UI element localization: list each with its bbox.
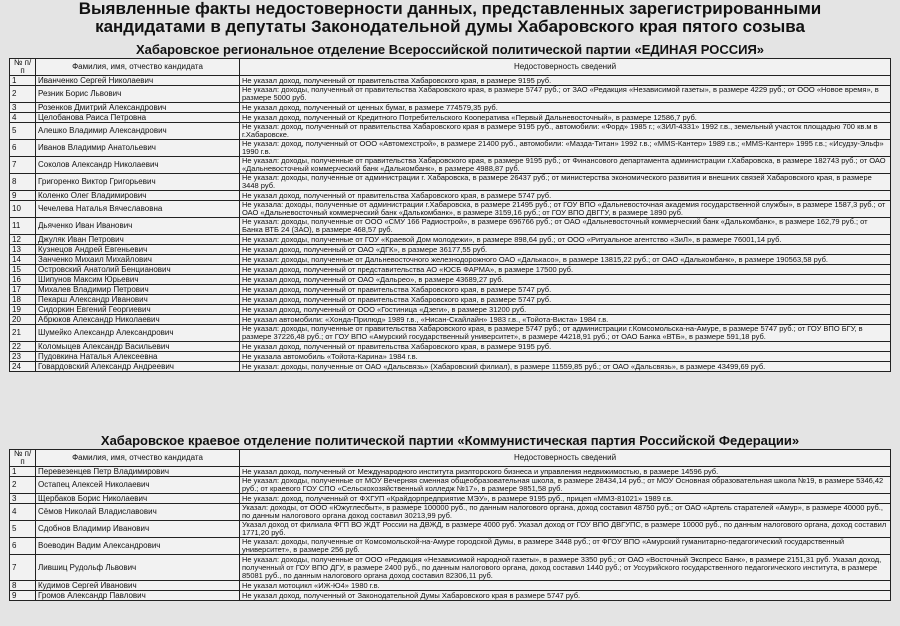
table-row: [10, 538, 891, 555]
row-number: 24: [10, 362, 36, 372]
table-row: [10, 285, 891, 295]
data-discrepancy: Не указал мотоцикл «ИЖ-Ю4» 1980 г.в.: [240, 581, 891, 591]
table-header-row: [10, 450, 891, 467]
candidate-name: Целобанова Раиса Петровна: [36, 113, 240, 123]
candidate-name: Сёмов Николай Владиславович: [36, 504, 240, 521]
candidate-name: Щербаков Борис Николаевич: [36, 494, 240, 504]
row-number: 8: [10, 174, 36, 191]
table-row: [10, 174, 891, 191]
data-discrepancy: Не указал доход, полученный от ОАО «ДГК», в размере 36177,55 руб.: [240, 245, 891, 255]
table-row: [10, 245, 891, 255]
data-discrepancy: Не указал доход, полученный от Кредитного Потребительского Кооператива «Первый Дальневосточный», в размере 12586,7 руб.: [240, 113, 891, 123]
data-discrepancy: Указал доход от филиала ФГП ВО ЖДТ России на ДВЖД, в размере 4000 руб. Указал доход от ГОУ ВПО ДВГУПС, в размере 10000 руб., по данным налогового органа, доход составил 1771,20 руб.: [240, 521, 891, 538]
row-number: 10: [10, 201, 36, 218]
candidate-name: Сдобнов Владимир Иванович: [36, 521, 240, 538]
table-row: [10, 352, 891, 362]
header-name: Фамилия, имя, отчество кандидата: [36, 59, 240, 76]
data-discrepancy: Не указал доход, полученный от Законодательной Думы Хабаровского края в размере 5747 руб.: [240, 591, 891, 601]
table-row: [10, 191, 891, 201]
table-row: [10, 467, 891, 477]
candidate-name: Сидоркин Евгений Георгиевич: [36, 305, 240, 315]
header-info: Недостоверность сведений: [240, 59, 891, 76]
header-num: № п/п: [10, 59, 36, 76]
candidate-name: Пекарш Александр Иванович: [36, 295, 240, 305]
section-heading-kprf: Хабаровское краевое отделение политической партии «Коммунистическая партия Российской Федерации»: [100, 433, 800, 448]
table-row: [10, 521, 891, 538]
table-header-row: [10, 59, 891, 76]
row-number: 3: [10, 494, 36, 504]
candidate-name: Шипунов Максим Юрьевич: [36, 275, 240, 285]
table-row: [10, 140, 891, 157]
data-discrepancy: Не указал доход, полученный от ОАО «Дальрео», в размере 43689,27 руб.: [240, 275, 891, 285]
data-discrepancy: Не указал: доходы, полученные от Комсомольской-на-Амуре городской Думы, в размере 3448 руб.; от ФГОУ ВПО «Амурский гуманитарно-педагогический государственный университет», в размере 256 руб.: [240, 538, 891, 555]
row-number: 9: [10, 191, 36, 201]
row-number: 17: [10, 285, 36, 295]
table-row: [10, 504, 891, 521]
header-name: Фамилия, имя, отчество кандидата: [36, 450, 240, 467]
candidate-name: Иванов Владимир Анатольевич: [36, 140, 240, 157]
candidates-table-kprf: [9, 449, 891, 601]
candidate-name: Шумейко Александр Александрович: [36, 325, 240, 342]
row-number: 14: [10, 255, 36, 265]
row-number: 2: [10, 86, 36, 103]
row-number: 20: [10, 315, 36, 325]
candidate-name: Соколов Александр Николаевич: [36, 157, 240, 174]
candidate-name: Пудовкина Наталья Алексеевна: [36, 352, 240, 362]
table-row: [10, 123, 891, 140]
candidate-name: Кузнецов Андрей Евгеньевич: [36, 245, 240, 255]
data-discrepancy: Не указал доход, полученный от ООО «Гостиница «Дзеги», в размере 31200 руб.: [240, 305, 891, 315]
data-discrepancy: Не указал автомобили: «Хонда-Прилюд» 1989 г.в., «Нисан-Скайлайн» 1983 г.в., «Тойота-Виста» 1984 г.в.: [240, 315, 891, 325]
table-row: [10, 265, 891, 275]
table-row: [10, 591, 891, 601]
table-row: [10, 342, 891, 352]
data-discrepancy: Не указал: доходы, полученный от правительства Хабаровского края, в размере 5747 руб.; от ЗАО «Редакция «Независимой газеты», в размере 4229 руб.; от ООО «Новое время», в размере 5000 руб.: [240, 86, 891, 103]
row-number: 7: [10, 157, 36, 174]
row-number: 6: [10, 538, 36, 555]
data-discrepancy: Не указал: доходы, полученные от правительства Хабаровского края, в размере 5747 руб.; от администрации г.Комсомольска-на-Амуре, в размере 5747 руб.; от ГОУ ВПО БГУ, в размере 37226,48 руб.; от ГОУ ВПО «Амурский государственный университет», в размере 44218,91 руб.; от ОАО Банка «ВТБ», в размере 591,18 руб.: [240, 325, 891, 342]
title-line-1: Выявленные факты недостоверности данных, представленных зарегистрированными: [78, 0, 822, 18]
table-row: [10, 113, 891, 123]
table-row: [10, 235, 891, 245]
candidate-name: Громов Александр Павлович: [36, 591, 240, 601]
data-discrepancy: Не указал: доход, полученный от ФХГУП «Крайдорпредприятие МЭУ», в размере 9195 руб., прицеп «ММЗ-81021» 1989 г.в.: [240, 494, 891, 504]
title-line-2: кандидатами в депутаты Законодательной думы Хабаровского края пятого созыва: [95, 17, 805, 36]
data-discrepancy: Не указал: доходы, полученные от Дальневосточного железнодорожного ОАО «Далькасо», в размере 13815,22 руб.; от ОАО «Далькомбанк», в размере 190563,58 руб.: [240, 255, 891, 265]
data-discrepancy: Не указал доход, полученный от Международного института риэлторского бизнеса и управления недвижимостью, в размере 14596 руб.: [240, 467, 891, 477]
row-number: 7: [10, 555, 36, 581]
row-number: 19: [10, 305, 36, 315]
row-number: 22: [10, 342, 36, 352]
row-number: 1: [10, 76, 36, 86]
candidate-name: Алешко Владимир Александрович: [36, 123, 240, 140]
data-discrepancy: Не указал: доходы, полученные от ООО «СМУ 166 Радиострой», в размере 696766 руб.; от ОАО «Дальневосточный коммерческий банк «Далькомбанк», в размере 162,79 руб.; от Банка ВТБ 24 (ЗАО), в размере 468,57 руб.: [240, 218, 891, 235]
row-number: 4: [10, 113, 36, 123]
candidate-name: Остапец Алексей Николаевич: [36, 477, 240, 494]
candidate-name: Коломыцев Александр Васильевич: [36, 342, 240, 352]
table-row: [10, 477, 891, 494]
candidate-name: Григоренко Виктор Григорьевич: [36, 174, 240, 191]
table-row: [10, 494, 891, 504]
candidate-name: Абрюков Александр Николаевич: [36, 315, 240, 325]
data-discrepancy: Не указал: доходы, полученные от ООО «Редакция «Независимой народной газеты», в размере 3350 руб.; от ОАО «Восточный Экспресс Банк», в размере 2151,31 руб. Указал доход, полученный от ГОУ ВПО ДГУ, в размере 2400 руб., по данным налогового органа, доход составил 1440 руб.; от Уссурийского государственного педагогического института, в размере 85081 руб., по данным налогового органа доход составил 82306,11 руб.: [240, 555, 891, 581]
data-discrepancy: Не указал: доходы, полученные от ОАО «Дальсвязь» (Хабаровский филиал), в размере 11559,85 руб.; от ОАО «Дальсвязь», в размере 43499,69 руб.: [240, 362, 891, 372]
candidate-name: Островский Анатолий Бенцианович: [36, 265, 240, 275]
candidate-name: Розенков Дмитрий Александрович: [36, 103, 240, 113]
row-number: 4: [10, 504, 36, 521]
data-discrepancy: Не указала: доходы, полученные от администрации г.Хабаровска, в размере 21495 руб.; от ГОУ ВПО «Дальневосточная академия государственной службы», в размере 1587,3 руб.; от ОАО «Дальневосточный коммерческий банк «Далькомбанк», в размере 3159,16 руб.; от ГОУ ВПО ДВГГУ, в размере 1890 руб.: [240, 201, 891, 218]
candidate-name: Коленко Олег Владимирович: [36, 191, 240, 201]
row-number: 11: [10, 218, 36, 235]
candidate-name: Лившиц Рудольф Львович: [36, 555, 240, 581]
table-row: [10, 157, 891, 174]
section-heading-united-russia: Хабаровское региональное отделение Всероссийской политической партии «ЕДИНАЯ РОССИЯ»: [135, 42, 765, 57]
candidate-name: Джуляк Иван Петрович: [36, 235, 240, 245]
candidate-name: Говардовский Александр Андреевич: [36, 362, 240, 372]
data-discrepancy: Не указал: доходы, полученные от правительства Хабаровского края, в размере 9195 руб.; от Финансового департамента администрации г.Хабаровска, в размере 182743 руб.; от ОАО «Дальневосточный коммерческий банк «Далькомбанк», в размере 4988,87 руб.: [240, 157, 891, 174]
row-number: 15: [10, 265, 36, 275]
table-row: [10, 103, 891, 113]
candidate-name: Резник Борис Львович: [36, 86, 240, 103]
candidate-name: Кудимов Сергей Иванович: [36, 581, 240, 591]
row-number: 12: [10, 235, 36, 245]
candidate-name: Иванченко Сергей Николаевич: [36, 76, 240, 86]
row-number: 23: [10, 352, 36, 362]
table-row: [10, 255, 891, 265]
candidate-name: Дьяченко Иван Иванович: [36, 218, 240, 235]
row-number: 5: [10, 123, 36, 140]
candidate-name: Чечелева Наталья Вячеславовна: [36, 201, 240, 218]
data-discrepancy: Не указал доход, полученный от правительства Хабаровского края, в размере 9195 руб.: [240, 342, 891, 352]
data-discrepancy: Не указал доход, полученный от правительства Хабаровского края, в размере 5747 руб.: [240, 285, 891, 295]
table-row: [10, 362, 891, 372]
data-discrepancy: Указал: доходы, от ООО «Южуглесбыт», в размере 100000 руб., по данным налогового органа, доход составил 48750 руб.; от ОАО «Артель старателей «Амур», в размере 40000 руб., по данным налогового органа доход составил 30213,99 руб.: [240, 504, 891, 521]
table-row: [10, 315, 891, 325]
data-discrepancy: Не указал доход, полученный от представительства АО «ЮСБ ФАРМА», в размере 17500 руб.: [240, 265, 891, 275]
row-number: 9: [10, 591, 36, 601]
row-number: 1: [10, 467, 36, 477]
candidates-table-united-russia: [9, 58, 891, 372]
table-row: [10, 218, 891, 235]
row-number: 2: [10, 477, 36, 494]
row-number: 16: [10, 275, 36, 285]
table-row: [10, 201, 891, 218]
table-row: [10, 295, 891, 305]
candidate-name: Занченко Михаил Михайлович: [36, 255, 240, 265]
candidate-name: Перевезенцев Петр Владимирович: [36, 467, 240, 477]
data-discrepancy: Не указал: доходы, полученные от ГОУ «Краевой Дом молодежи», в размере 898,64 руб.; от ООО «Ритуальное агентство «ЗиЛ», в размере 76001,14 руб.: [240, 235, 891, 245]
data-discrepancy: Не указал: доход, полученный от правительства Хабаровского края в размере 9195 руб., автомобили: «Форд» 1985 г.; «ЗИЛ-4331» 1992 г.в., земельный участок площадью 700 кв.м в г.Хабаровске.: [240, 123, 891, 140]
header-num: № п/п: [10, 450, 36, 467]
row-number: 6: [10, 140, 36, 157]
table-row: [10, 86, 891, 103]
table-row: [10, 555, 891, 581]
data-discrepancy: Не указал: доходы, полученные от администрации г. Хабаровска, в размере 26437 руб.; от министерства экономического развития и внешних связей Хабаровского края, в размере 3448 руб.: [240, 174, 891, 191]
row-number: 21: [10, 325, 36, 342]
table-row: [10, 325, 891, 342]
row-number: 13: [10, 245, 36, 255]
row-number: 3: [10, 103, 36, 113]
data-discrepancy: Не указал доход, полученный от правительства Хабаровского края, в размере 5747 руб.: [240, 295, 891, 305]
table-row: [10, 305, 891, 315]
candidate-name: Михалев Владимир Петрович: [36, 285, 240, 295]
table-row: [10, 581, 891, 591]
table-row: [10, 76, 891, 86]
header-info: Недостоверность сведений: [240, 450, 891, 467]
row-number: 5: [10, 521, 36, 538]
table-row: [10, 275, 891, 285]
document-title: [0, 0, 900, 36]
row-number: 8: [10, 581, 36, 591]
data-discrepancy: Не указал доход, полученный от правительства Хабаровского края, в размере 5747 руб.: [240, 191, 891, 201]
candidate-name: Воеводин Вадим Александрович: [36, 538, 240, 555]
row-number: 18: [10, 295, 36, 305]
data-discrepancy: Не указала автомобиль «Тойота-Карина» 1984 г.в.: [240, 352, 891, 362]
data-discrepancy: Не указал доход, полученный от ценных бумаг, в размере 774579,35 руб.: [240, 103, 891, 113]
data-discrepancy: Не указал: доход, полученный от ООО «Автомехстрой», в размере 21400 руб., автомобили: «Мазда-Титан» 1992 г.в.; «MMS-Кантер» 1989 г.в.; «MMS-Кантер» 1995 г.в.; «Исудзу-Эльф» 1990 г.в.: [240, 140, 891, 157]
data-discrepancy: Не указал доход, полученный от правительства Хабаровского края, в размере 9195 руб.: [240, 76, 891, 86]
data-discrepancy: Не указал: доходы, полученные от МОУ Вечерняя сменная общеобразовательная школа, в размере 28434,14 руб.; от МОУ Основная образовательная школа №19, в размере 5346,42 руб.; от краевого ГОУ СПО «Сельскохозяйственный колледж №17», в размере 9851,58 руб.: [240, 477, 891, 494]
